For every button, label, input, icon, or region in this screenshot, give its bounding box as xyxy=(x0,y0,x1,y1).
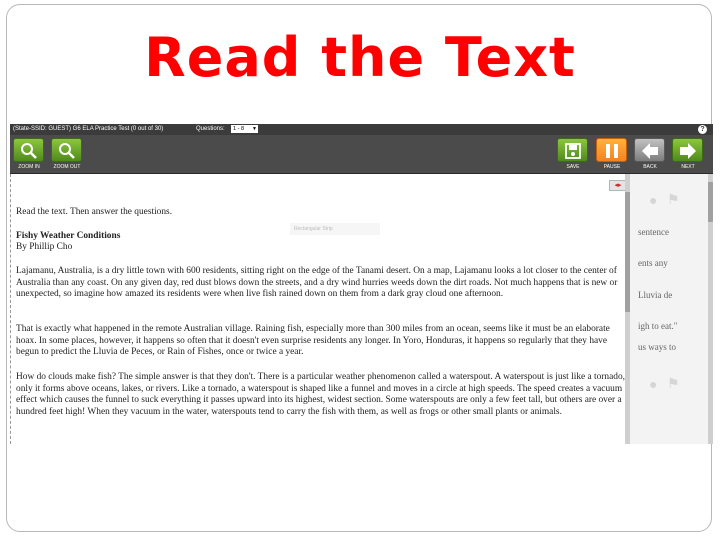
zoom-in-button[interactable] xyxy=(13,138,44,162)
save-label: SAVE xyxy=(566,164,580,170)
question-scrollbar-thumb[interactable] xyxy=(708,182,713,222)
comment-icon: ● xyxy=(649,194,658,209)
zoom-out-button[interactable] xyxy=(51,138,82,162)
question-pane xyxy=(630,174,713,444)
save-button[interactable] xyxy=(557,138,588,162)
zoom-out-icon xyxy=(57,141,77,161)
pause-label: PAUSE xyxy=(603,164,621,170)
back-button[interactable] xyxy=(634,138,665,162)
question-scrollbar[interactable] xyxy=(708,174,713,444)
toolbar xyxy=(10,135,713,174)
zoom-in-icon xyxy=(19,141,39,161)
question-snippet: ents any xyxy=(638,258,668,268)
questions-select[interactable] xyxy=(231,125,258,133)
arrow-right-icon xyxy=(678,141,698,161)
flag-icon: ⚑ xyxy=(667,193,680,208)
question-snippet: igh to eat." xyxy=(638,321,678,331)
passage-paragraph: Lajamanu, Australia, is a dry little town with 600 residents, sitting right on the edge of the Tanami desert. On a map, Lajamanu looks a lot closer to the center of Australia than any coast. On any given day, red dust blows down the streets, and a dry wind hurries weeds down the dirt roads. Not much happens that is new or unexpected, so imagine how amazed its residents were when live fish rained down on them from a dark gray cloud one afternoon. xyxy=(16,266,618,300)
flag-icon: ⚑ xyxy=(667,377,680,392)
passage-instructions: Read the text. Then answer the questions. xyxy=(16,207,173,217)
question-snippet: Lluvia de xyxy=(638,290,673,300)
pause-button[interactable] xyxy=(596,138,627,162)
questions-select-value: 1 - 8 xyxy=(233,126,245,132)
test-info-bar xyxy=(10,124,713,135)
expand-icon: ◂▸ xyxy=(614,181,622,189)
next-button[interactable] xyxy=(672,138,703,162)
slide-title: Read the Text xyxy=(144,26,576,89)
tooltip: Rectangular Strip xyxy=(290,223,380,235)
question-snippet: us ways to xyxy=(638,342,676,352)
help-icon[interactable]: ? xyxy=(698,125,707,134)
passage-author: By Phillip Cho xyxy=(16,242,73,252)
passage-paragraph: That is exactly what happened in the remote Australian village. Raining fish, especially more than 300 miles from an ocean, seems like it must be an elaborate hoax. In some places, however, it happens so often that it doesn't even surprise residents any longer. In Yoro, Honduras, it happens so regularly that they have begun to predict the Lluvia de Peces, or Rain of Fishes, once or twice a year. xyxy=(16,324,610,358)
back-label: BACK xyxy=(643,164,657,170)
save-icon xyxy=(563,141,583,161)
passage-title: Fishy Weather Conditions xyxy=(16,231,121,241)
questions-label: Questions: xyxy=(196,126,225,132)
comment-icon: ● xyxy=(649,378,658,393)
session-info: (State-SSID: GUEST) G6 ELA Practice Test (0 out of 30) xyxy=(13,126,164,132)
zoom-out-label: ZOOM OUT xyxy=(53,164,81,170)
passage-pane xyxy=(10,174,630,444)
pause-icon xyxy=(602,141,622,161)
zoom-in-label: ZOOM IN xyxy=(18,164,40,170)
arrow-left-icon xyxy=(640,141,660,161)
chevron-down-icon: ▼ xyxy=(252,126,257,132)
passage-paragraph: How do clouds make fish? The simple answer is that they don't. There is a particular weather phenomenon called a waterspout. A waterspout is just like a tornado, only it forms above oceans, lakes, or rivers. Like a tornado, a waterspout is shaped like a funnel and moves in a circle at high speeds. The speed creates a vacuum effect which causes the funnel to suck everything it passes upward into its highest, widest section. Some waterspouts are only a few feet tall, but others are over a hundred feet high! When they vacuum in the water, waterspouts tend to carry the fish with them, as well as frogs or other small plants or animals. xyxy=(16,372,625,417)
test-app-screenshot xyxy=(10,124,713,444)
next-label: NEXT xyxy=(681,164,695,170)
question-snippet: sentence xyxy=(638,227,669,237)
